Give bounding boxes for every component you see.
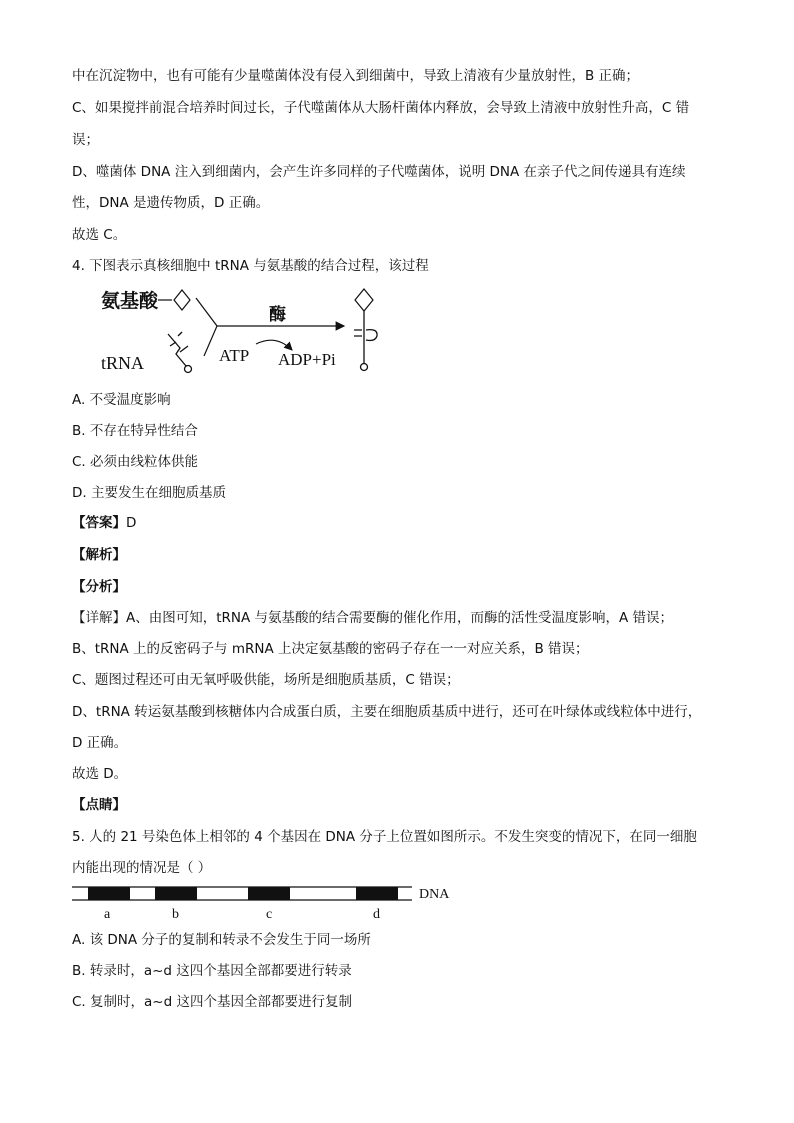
option-a: A. 不受温度影响 [72,392,171,408]
question-stem: 4. 下图表示真核细胞中 tRNA 与氨基酸的结合过程，该过程 [72,258,429,274]
gene-label-c: c [266,907,273,922]
question-stem: 内能出现的情况是（ ） [72,860,212,876]
answer-tag: 【答案】 [72,515,126,531]
detail-line: B、tRNA 上的反密码子与 mRNA 上决定氨基酸的密码子存在一一对应关系，B 错误； [72,641,589,657]
choose-line: 故选 D。 [72,766,128,782]
amino-acid-diamond-icon [174,290,190,310]
gene-b-segment [155,887,197,900]
option-a: A. 该 DNA 分子的复制和转录不会发生于同一场所 [72,932,371,948]
dna-gene-diagram [70,884,470,924]
option-b: B. 转录时，a~d 这四个基因全部都要进行转录 [72,963,352,979]
adp-label: ADP+Pi [278,350,336,369]
dna-label: DNA [419,887,450,902]
answer-value: D [126,515,137,531]
option-d: D. 主要发生在细胞质基质 [72,485,226,501]
text-line: C、如果搅拌前混合培养时间过长，子代噬菌体从大肠杆菌体内释放，会导致上清液中放射性升高，C 错 [72,100,690,116]
question-stem: 5. 人的 21 号染色体上相邻的 4 个基因在 DNA 分子上位置如图所示。不发生突变的情况下，在同一细胞 [72,829,697,845]
gene-label-b: b [172,907,179,922]
detail-line: D、tRNA 转运氨基酸到核糖体内合成蛋白质，主要在细胞质基质中进行，还可在叶绿体或线粒体中进行， [72,704,702,720]
text-line: 误； [72,132,99,148]
gene-a-segment [88,887,130,900]
text-line: D、噬菌体 DNA 注入到细菌内，会产生许多同样的子代噬菌体，说明 DNA 在亲子代之间传递具有连续 [72,164,686,180]
gene-d-segment [356,887,398,900]
atp-label: ATP [219,346,250,365]
product-amino-acid-icon [355,289,373,311]
converge-lines [196,298,217,356]
trna-binding-diagram [96,286,396,382]
gene-c-segment [248,887,290,900]
fenxi-tag: 【分析】 [72,579,126,595]
atp-curve-arrow [256,340,292,350]
option-b: B. 不存在特异性结合 [72,423,198,439]
amino-acid-label: 氨基酸 [101,291,159,312]
enzyme-label: 酶 [269,305,286,324]
option-c: C. 必须由线粒体供能 [72,454,199,470]
detail-line: 【详解】A、由图可知，tRNA 与氨基酸的结合需要酶的催化作用，而酶的活性受温度影响，A 错误； [72,610,674,626]
trna-product-icon [354,311,377,371]
detail-line: D 正确。 [72,735,128,751]
gene-label-a: a [104,907,111,922]
option-c: C. 复制时，a~d 这四个基因全部都要进行复制 [72,994,352,1010]
gene-label-d: d [373,907,380,922]
trna-label: tRNA [101,353,145,373]
dianjing-tag: 【点睛】 [72,797,126,813]
text-line: 性，DNA 是遗传物质，D 正确。 [72,195,270,211]
answer-line [72,513,722,533]
trna-left-icon [168,332,192,373]
text-line: 中在沉淀物中，也有可能有少量噬菌体没有侵入到细菌中，导致上清液有少量放射性，B 正确； [72,68,640,84]
detail-line: C、题图过程还可由无氧呼吸供能，场所是细胞质基质，C 错误； [72,672,460,688]
text-line: 故选 C。 [72,227,127,243]
analysis-tag: 【解析】 [72,547,126,563]
